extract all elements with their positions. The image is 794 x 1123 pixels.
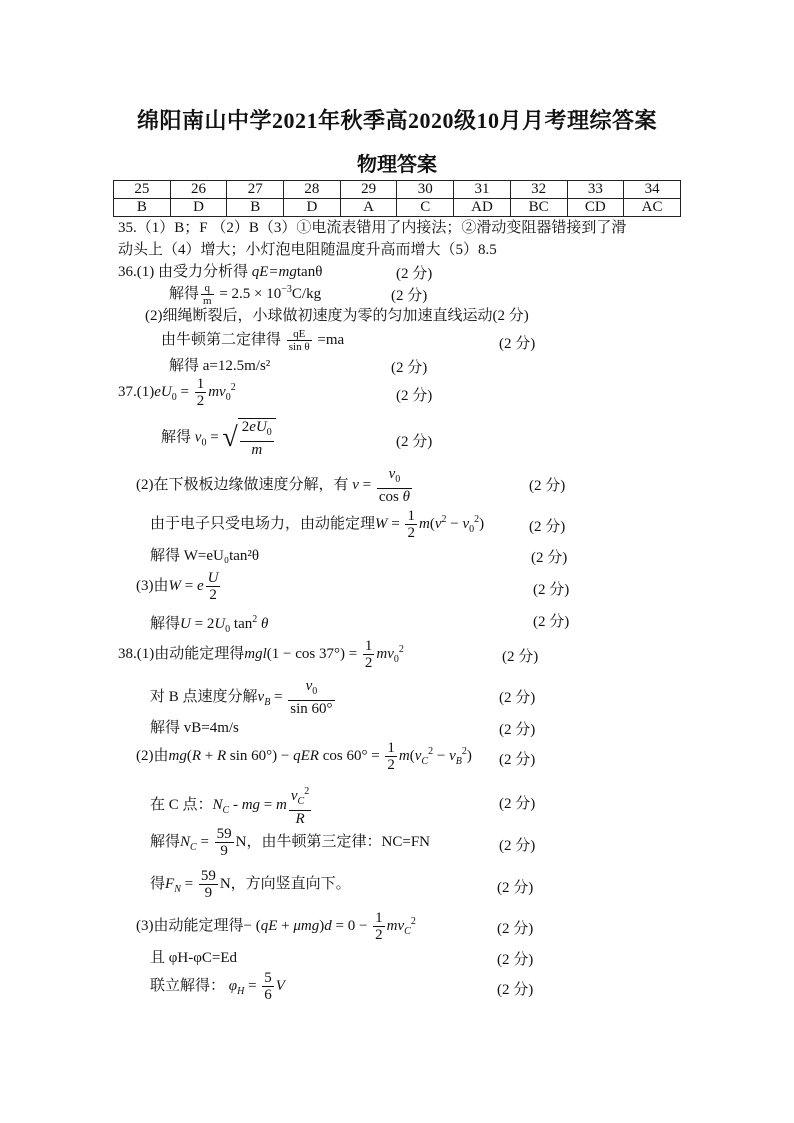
question-number: 33 bbox=[567, 181, 624, 199]
answer-cell: B bbox=[227, 199, 284, 217]
59-over-9-fraction: $\frac{59}{9}$ bbox=[216, 826, 232, 859]
question-number: 32 bbox=[510, 181, 567, 199]
qe-over-sin-fraction: $\frac{qE}{\text{sin θ}}$ bbox=[288, 328, 310, 353]
q36-part2-newton: 由牛顿第二定律得 $\frac{qE}{\text{sin θ}}$ =ma bbox=[161, 328, 345, 353]
sqrt-expression: √ $\frac{2eU_0}{m}$ bbox=[222, 418, 275, 458]
59-over-9-fraction: $\frac{59}{9}$ bbox=[200, 868, 216, 901]
answer-cell: B bbox=[114, 199, 171, 217]
score-mark: (2 分) bbox=[499, 838, 536, 854]
q38-part3-line2: 且 φH-φC=Ed bbox=[150, 950, 238, 966]
q35-line-1: 35.（1）B；F （2）B（3）①电流表错用了内接法；②滑动变阻器错接到了滑 bbox=[118, 220, 627, 236]
q36-part2-result: 解得 a=12.5m/s² bbox=[169, 358, 271, 374]
question-number: 30 bbox=[397, 181, 454, 199]
q38-part1-line1: 38.(1)由动能定理得mgl(1 − cos 37°) = $\frac{1}{2}$ $mv_0^2$ bbox=[118, 638, 404, 671]
answer-cell: C bbox=[397, 199, 454, 217]
question-number: 28 bbox=[284, 181, 341, 199]
question-number: 34 bbox=[624, 181, 681, 199]
score-mark: (2 分) bbox=[529, 478, 566, 494]
q37-part3-result: 解得$U = 2U_0$ $\tan^2 \theta$ bbox=[150, 614, 269, 635]
v0-over-cos-fraction: $\frac{v_0}{\text{cos θ}}$ bbox=[378, 466, 411, 505]
q37-part2-line2: 由于电子只受电场力，由动能定理W = $\frac{1}{2}$ $m(v^2 - v_0^2)$ bbox=[150, 508, 485, 541]
q35-line-2: 动头上（4）增大；小灯泡电阻随温度升高而增大（5）8.5 bbox=[118, 242, 497, 258]
v0-over-sin-fraction: $\frac{v_0}{\sin 60^\circ}$ bbox=[290, 678, 333, 717]
answer-table bbox=[113, 180, 681, 217]
question-number: 29 bbox=[340, 181, 397, 199]
score-mark: (2 分) bbox=[533, 614, 570, 630]
answer-cell: AD bbox=[454, 199, 511, 217]
answer-cell: BC bbox=[510, 199, 567, 217]
score-mark: (2 分) bbox=[531, 550, 568, 566]
score-mark: (2 分) bbox=[391, 288, 428, 304]
half-fraction: $\frac{1}{2}$ bbox=[407, 508, 415, 541]
score-mark: (2 分) bbox=[497, 952, 534, 968]
score-mark: (2 分) bbox=[497, 921, 534, 937]
question-number: 27 bbox=[227, 181, 284, 199]
score-mark: (2 分) bbox=[533, 582, 570, 598]
question-number: 26 bbox=[170, 181, 227, 199]
q37-part3-line1: (3)由W = e $\frac{U}{2}$ bbox=[136, 570, 219, 603]
half-fraction: $\frac{1}{2}$ bbox=[364, 638, 373, 671]
question-number: 31 bbox=[454, 181, 511, 199]
q36-part1-line bbox=[118, 262, 322, 282]
answer-cell: D bbox=[284, 199, 341, 217]
document-title: 绵阳南山中学2021年秋季高2020级10月月考理综答案 bbox=[136, 108, 657, 133]
q37-part2-line1: (2)在下极板边缘做速度分解，有 v = $\frac{v_0}{\text{cos θ}}$ bbox=[136, 466, 411, 505]
q38-part2-line4: 得$F_N$ = $\frac{59}{9}$ N，方向竖直向下。 bbox=[150, 868, 351, 901]
score-mark: (2 分) bbox=[497, 982, 534, 998]
score-mark: (2 分) bbox=[499, 796, 536, 812]
score-mark: (2 分) bbox=[396, 388, 433, 404]
q38-part3-result: 联立解得： $\varphi_H$ = $\frac{5}{6}$ V bbox=[150, 970, 285, 1003]
q-over-m-fraction: $\frac{q}{m}$ bbox=[203, 282, 212, 308]
q38-part1-result: 解得 vB=4m/s bbox=[150, 720, 239, 736]
score-mark: (2 分) bbox=[499, 690, 536, 706]
q38-part2-line1: (2)由mg(R + R sin 60°) − qER cos 60° = $\frac{1}{2}$ $m(v_C^2 - v_B^2)$ bbox=[136, 740, 472, 773]
question-number: 25 bbox=[114, 181, 171, 199]
half-fraction: $\frac{1}{2}$ bbox=[375, 910, 383, 943]
vc2-over-r-fraction: $\frac{v_C^2}{R}$ bbox=[290, 786, 310, 827]
answer-cell: AC bbox=[624, 199, 681, 217]
q36-part1-text: 36.(1) 由受力分析得 bbox=[118, 264, 252, 280]
half-fraction: $\frac{1}{2}$ bbox=[196, 376, 205, 409]
score-mark: (2 分) bbox=[502, 649, 539, 665]
answer-cell: CD bbox=[567, 199, 624, 217]
score-mark: (2 分) bbox=[499, 752, 536, 768]
score-mark: (2 分) bbox=[499, 336, 536, 352]
score-mark: (2 分) bbox=[396, 434, 433, 450]
q36-part1-formula: qE=mg bbox=[251, 264, 297, 280]
answer-cell: D bbox=[170, 199, 227, 217]
5-over-6-fraction: $\frac{5}{6}$ bbox=[264, 970, 272, 1003]
score-mark: (2 分) bbox=[497, 880, 534, 896]
q38-part3-line1: (3)由动能定理得− (qE + μmg)d = 0 − $\frac{1}{2}$ $mv_C^2$ bbox=[136, 910, 416, 943]
result-label: 解得 bbox=[169, 286, 200, 302]
score-mark: (2 分) bbox=[391, 360, 428, 376]
q38-part2-line3: 解得$N_C$ = $\frac{59}{9}$ N，由牛顿第三定律：NC=FN bbox=[150, 826, 430, 859]
answer-table-number-row bbox=[114, 181, 681, 199]
q37-part2-result: 解得 W=eU₀tan²θ bbox=[150, 548, 260, 564]
q38-part2-line2: 在 C 点：$N_C$ - mg = m $\frac{v_C^2}{R}$ bbox=[150, 786, 310, 827]
section-title: 物理答案 bbox=[357, 154, 437, 176]
half-fraction: $\frac{1}{2}$ bbox=[387, 740, 395, 773]
u-over-2-fraction: $\frac{U}{2}$ bbox=[207, 570, 219, 603]
score-mark: (2 分) bbox=[529, 519, 566, 535]
q36-part1-tan: tanθ bbox=[296, 264, 323, 280]
q36-part2-statement: (2)细绳断裂后，小球做初速度为零的匀加速直线运动(2 分) bbox=[145, 308, 529, 324]
q38-part1-line2: 对 B 点速度分解$v_B$ = $\frac{v_0}{\sin 60^\circ}$ bbox=[150, 678, 333, 717]
answer-cell: A bbox=[340, 199, 397, 217]
answer-table-answer-row bbox=[114, 199, 681, 217]
score-mark: (2 分) bbox=[499, 722, 536, 738]
q37-part1-result: 解得 $v_0$ = √ $\frac{2eU_0}{m}$ bbox=[161, 418, 276, 458]
score-mark: (2 分) bbox=[396, 266, 433, 282]
q36-part1-result: 解得 $\frac{q}{m}$ = $2.5 \times 10^{-3}C/kg$ bbox=[169, 282, 322, 308]
q37-part1-line: $37.(1)eU_0$ = $\frac{1}{2}$ $mv_0^2$ bbox=[118, 376, 236, 409]
